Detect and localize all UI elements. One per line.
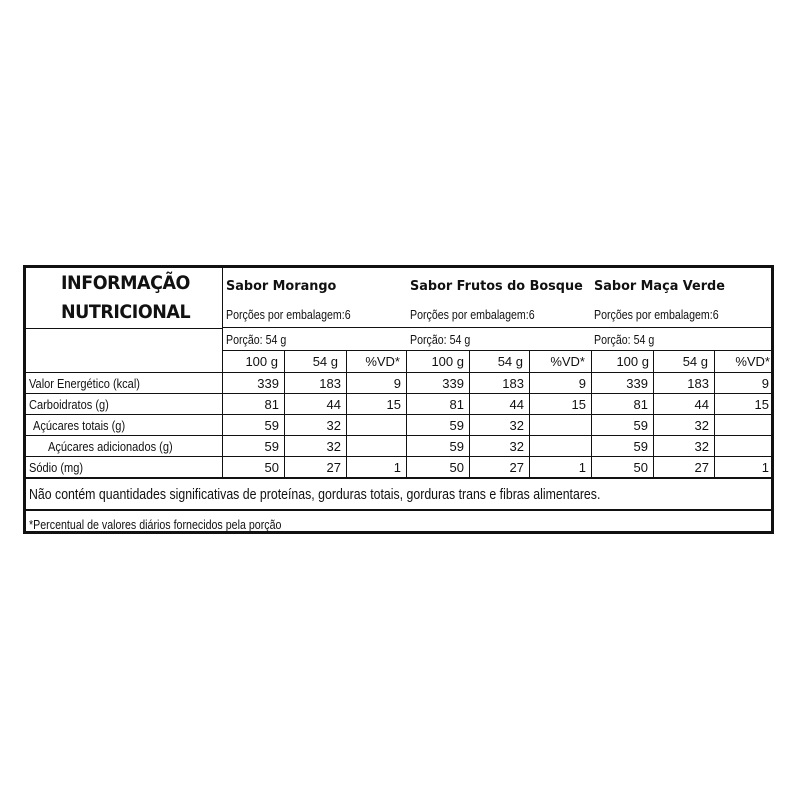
value-cell: 59	[264, 418, 279, 433]
value-cell: 59	[449, 439, 464, 454]
value-cell: 9	[578, 376, 586, 391]
value-cell: 59	[633, 418, 648, 433]
value-cell: 32	[509, 439, 524, 454]
value-cell	[346, 415, 406, 436]
value-cell: 9	[393, 376, 401, 391]
col-header-54g: 54 g	[497, 354, 523, 369]
col-header-54g: 54 g	[682, 354, 708, 369]
col-header-vd: %VD*	[550, 354, 585, 369]
value-cell: 81	[264, 397, 279, 412]
flavor-name-frutos-do-bosque: Sabor Frutos do Bosque	[410, 278, 583, 294]
label-title-line2: NUTRICIONAL	[61, 301, 191, 323]
value-cell: 15	[386, 397, 401, 412]
portion-size-maca-verde: Porção: 54 g	[594, 333, 655, 347]
value-cell: 1	[393, 460, 401, 475]
value-cell: 81	[449, 397, 464, 412]
col-header-vd: %VD*	[735, 354, 770, 369]
value-cell: 44	[509, 397, 524, 412]
value-cell: 183	[687, 376, 709, 391]
rule-under-servings	[222, 327, 774, 328]
value-cell: 339	[257, 376, 279, 391]
label-title-line1: INFORMAÇÃO	[61, 272, 190, 294]
value-cell: 1	[578, 460, 586, 475]
value-cell: 32	[326, 439, 341, 454]
value-cell: 50	[264, 460, 279, 475]
value-cell: 183	[319, 376, 341, 391]
value-cell: 9	[761, 376, 769, 391]
value-cell: 339	[626, 376, 648, 391]
value-cell: 32	[509, 418, 524, 433]
value-cell	[529, 436, 591, 457]
value-cell: 27	[326, 460, 341, 475]
rule-under-note	[26, 509, 774, 511]
servings-per-pack-frutos-do-bosque: Porções por embalagem:6	[410, 308, 535, 322]
value-cell: 44	[326, 397, 341, 412]
value-cell	[714, 436, 774, 457]
value-cell: 339	[442, 376, 464, 391]
col-header-100g: 100 g	[616, 354, 649, 369]
portion-size-morango: Porção: 54 g	[226, 333, 287, 347]
value-cell: 15	[754, 397, 769, 412]
flavor-name-morango: Sabor Morango	[226, 278, 337, 294]
value-cell	[346, 436, 406, 457]
value-cell: 50	[633, 460, 648, 475]
value-cell	[714, 415, 774, 436]
row-label: Valor Energético (kcal)	[29, 376, 140, 391]
row-label: Açúcares totais (g)	[33, 418, 126, 433]
value-cell: 50	[449, 460, 464, 475]
value-cell: 32	[694, 439, 709, 454]
col-header-100g: 100 g	[245, 354, 278, 369]
value-cell: 27	[509, 460, 524, 475]
portion-size-frutos-do-bosque: Porção: 54 g	[410, 333, 471, 347]
row-label: Açúcares adicionados (g)	[48, 439, 173, 454]
nutrition-facts-label	[23, 265, 774, 534]
col-header-54g: 54 g	[312, 354, 338, 369]
rule-under-title	[26, 328, 222, 329]
flavor-name-maca-verde: Sabor Maça Verde	[594, 278, 725, 294]
daily-value-footnote: *Percentual de valores diários fornecidos pela porção	[29, 517, 282, 532]
row-label: Sódio (mg)	[29, 460, 84, 475]
nutrition-note: Não contém quantidades significativas de proteínas, gorduras totais, gorduras trans e fibras alimentares.	[29, 487, 601, 503]
value-cell: 183	[502, 376, 524, 391]
col-header-100g: 100 g	[431, 354, 464, 369]
value-cell: 32	[326, 418, 341, 433]
value-cell: 81	[633, 397, 648, 412]
value-cell: 32	[694, 418, 709, 433]
row-label: Carboidratos (g)	[29, 397, 109, 412]
servings-per-pack-morango: Porções por embalagem:6	[226, 308, 351, 322]
servings-per-pack-maca-verde: Porções por embalagem:6	[594, 308, 719, 322]
value-cell: 1	[761, 460, 769, 475]
col-header-vd: %VD*	[365, 354, 400, 369]
value-cell: 27	[694, 460, 709, 475]
value-cell: 44	[694, 397, 709, 412]
value-cell: 15	[571, 397, 586, 412]
value-cell: 59	[449, 418, 464, 433]
value-cell	[529, 415, 591, 436]
value-cell: 59	[264, 439, 279, 454]
value-cell: 59	[633, 439, 648, 454]
